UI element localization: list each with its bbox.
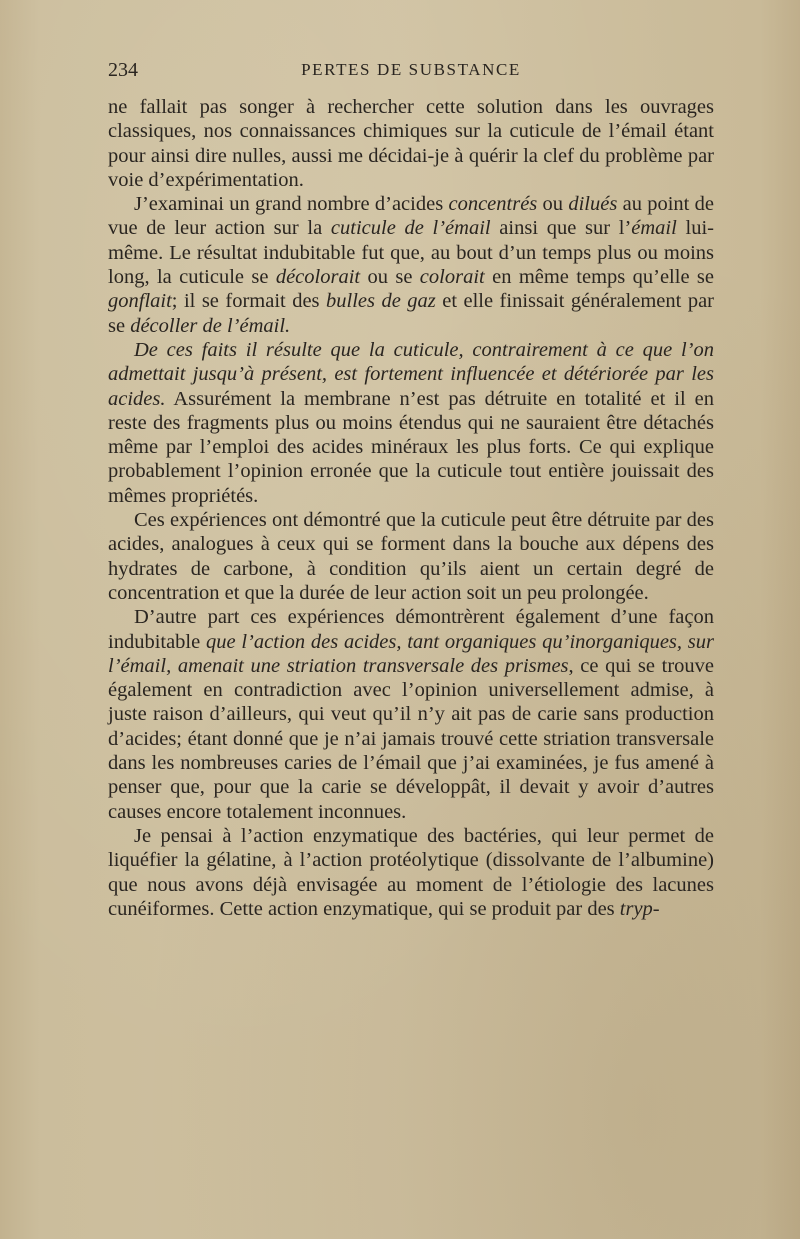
italic-run: que l’action des acides, tant organiques qu’inorganiques, sur l’émail, amenait une striation transversale des prismes bbox=[108, 630, 715, 677]
text-run: ou bbox=[537, 193, 569, 216]
text-run: D’autre part ces expériences démontrèrent également d’une façon indubitable bbox=[108, 606, 714, 653]
running-head: PERTES DE SUBSTANCE bbox=[301, 60, 521, 79]
text-run: , ce qui se trouve également en contradiction avec l’opinion universellement admise, à juste raison d’ailleurs, qui veut qu’il n’y ait pas de carie sans production d’acides; étant donné que je n’ai jamais trouvé cette striation transversale dans les nombreuses caries de l’émail que j’ai examinées, je fus amené à penser que, pour que la carie se développât, il devait y avoir d’autres causes encore totalement inconnues. bbox=[108, 654, 714, 823]
paragraph bbox=[108, 192, 714, 338]
italic-run: émail bbox=[631, 217, 677, 240]
text-run: et elle finissait généralement par se bbox=[108, 290, 714, 337]
paragraph bbox=[108, 338, 714, 508]
text-run: lui-même. Le résultat indubitable fut que, au bout d’un temps plus ou moins long, la cuticule se bbox=[108, 217, 714, 289]
italic-run: cuticule de l’émail bbox=[330, 217, 491, 240]
text-run: au point de vue de leur action sur la bbox=[108, 193, 715, 240]
paragraph bbox=[108, 605, 714, 824]
italic-run: décoller de l’émail. bbox=[130, 314, 291, 337]
paragraph bbox=[108, 824, 714, 921]
text-run: ; il se formait des bbox=[171, 290, 326, 313]
italic-run: décolorait bbox=[275, 266, 361, 289]
body-text bbox=[108, 95, 714, 921]
text-run: ne fallait pas songer à rechercher cette solution dans les ouvrages classiques, nos connaissances chimiques sur la cuticule de l’émail étant pour ainsi dire nulles, aussi me décidai-je à quérir la clef du problème par voie d’expérimentation. bbox=[108, 96, 714, 191]
text-run: Ces expériences ont démontré que la cuticule peut être détruite par des acides, analogues à ceux qui se forment dans la bouche aux dépens des hydrates de carbone, à condition qu’ils aient un certain degré de concentration et que la durée de leur action soit un peu prolongée. bbox=[108, 509, 714, 604]
italic-run: bulles de gaz bbox=[326, 290, 436, 313]
text-run: Assurément la membrane n’est pas détruite en totalité et il en reste des fragments plus ou moins étendus qui ne sauraient être détachés même par l’emploi des acides minéraux les plus forts. Ce qui explique probablement l’opinion erronée que la cuticule tout entière jouissait des mêmes propriétés. bbox=[108, 387, 714, 507]
text-run: ainsi que sur l’ bbox=[490, 217, 632, 240]
italic-run: concentrés bbox=[448, 193, 538, 216]
italic-run: dilués bbox=[568, 193, 618, 216]
page-header bbox=[108, 55, 714, 85]
paragraph bbox=[108, 95, 714, 192]
page-number: 234 bbox=[108, 59, 138, 81]
italic-run: gonflait bbox=[108, 290, 172, 313]
text-run: Je pensai à l’action enzymatique des bactéries, qui leur permet de liquéfier la gélatine, à l’action protéolytique (dissolvante de l’albumine) que nous avons déjà envisagée au moment de l’étiologie des lacunes cunéiformes. Cette action enzymatique, qui se produit par des bbox=[108, 824, 714, 920]
text-run: en même temps qu’elle se bbox=[484, 266, 714, 289]
paragraph bbox=[108, 508, 714, 605]
italic-run: De ces faits il résulte que la cuticule, contrairement à ce que l’on admettait jusqu’à présent, est fortement influencée et détériorée par les acides. bbox=[108, 338, 714, 410]
text-run: J’examinai un grand nombre d’acides bbox=[134, 193, 449, 216]
text-run: ou se bbox=[360, 266, 420, 289]
italic-run: tryp- bbox=[619, 897, 660, 920]
italic-run: colorait bbox=[419, 266, 485, 289]
